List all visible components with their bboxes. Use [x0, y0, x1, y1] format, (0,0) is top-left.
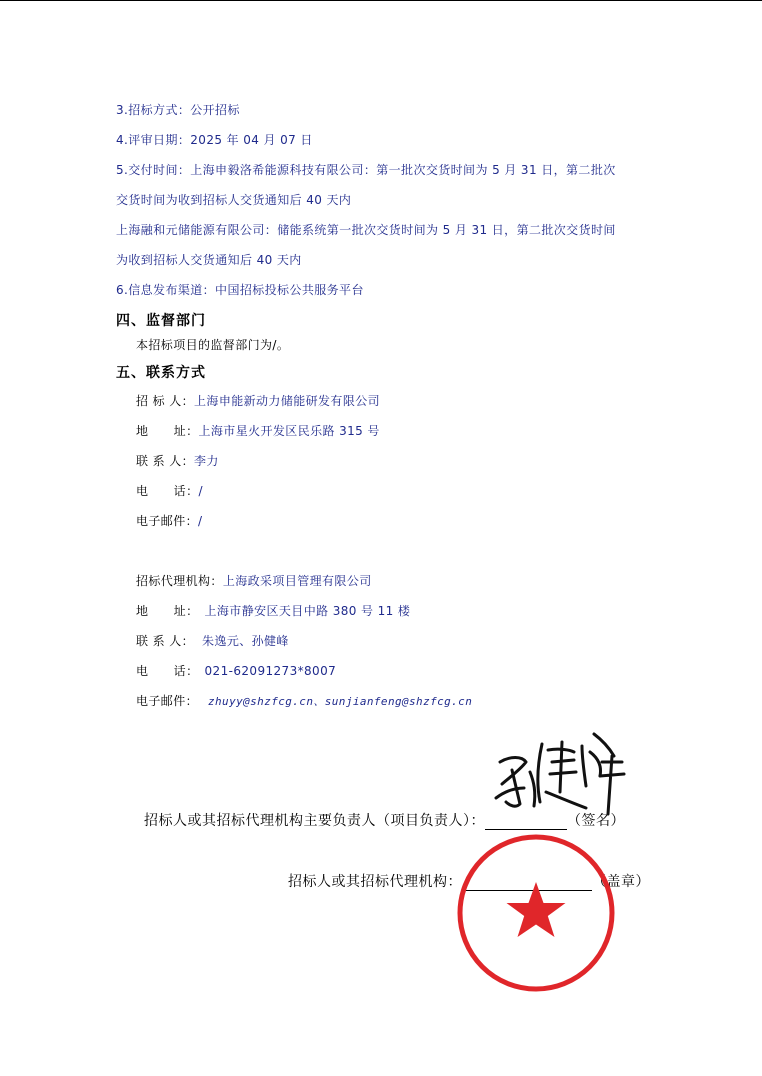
signature-stroke [594, 734, 624, 814]
signature-stroke [530, 772, 535, 806]
tenderer-person-label: 联 系 人： [136, 454, 195, 468]
tenderer-name-label: 招 标 人： [136, 394, 195, 408]
tenderer-person-row [136, 452, 219, 469]
item-delivery-line-2: 交货时间为收到招标人交货通知后 40 天内 [116, 193, 352, 207]
supervision-text: 本招标项目的监督部门为/。 [136, 338, 290, 352]
item-delivery-line-4: 为收到招标人交货通知后 40 天内 [116, 253, 302, 267]
agency-email-row [136, 692, 472, 709]
company-seal [456, 833, 616, 993]
supervision-heading: 四、监督部门 [116, 313, 206, 329]
signature-stroke [582, 746, 601, 786]
principal-suffix: （签名） [567, 813, 625, 829]
tenderer-email-label: 电子邮件： [136, 514, 199, 528]
agency-phone: 021-62091273*8007 [204, 664, 337, 678]
agency-name-row [136, 572, 372, 589]
handwritten-signature [490, 722, 630, 822]
item-delivery-line-1: 5.交付时间：上海申毅洛希能源科技有限公司：第一批次交货时间为 5 月 31 日，第二批次 [116, 163, 616, 177]
agency-seal-suffix: （盖章） [592, 874, 650, 890]
tenderer-phone: / [198, 484, 203, 498]
tenderer-address: 上海市星火开发区民乐路 315 号 [198, 424, 380, 438]
signature-stroke [538, 744, 542, 802]
tenderer-name: 上海申能新动力储能研发有限公司 [194, 394, 381, 408]
tenderer-email[interactable]: / [198, 514, 203, 528]
seal-star-icon [507, 882, 566, 937]
item-tender-method: 3.招标方式：公开招标 [116, 103, 240, 117]
tenderer-email-row [136, 512, 202, 529]
tenderer-person: 李力 [194, 454, 219, 468]
tenderer-address-row [136, 422, 380, 439]
tenderer-phone-row [136, 482, 203, 499]
signature-stroke [546, 792, 586, 808]
agency-email-label: 电子邮件： [136, 694, 199, 708]
agency-phone-label: 电 话： [136, 664, 199, 678]
signature-stroke [548, 742, 576, 792]
item-info-channel: 6.信息发布渠道：中国招标投标公共服务平台 [116, 283, 364, 297]
item-review-date: 4.评审日期：2025 年 04 月 07 日 [116, 133, 313, 147]
agency-phone-row [136, 662, 336, 679]
agency-address: 上海市静安区天目中路 380 号 11 楼 [204, 604, 411, 618]
signature-stroke [496, 788, 524, 798]
agency-name: 上海政采项目管理有限公司 [222, 574, 372, 588]
agency-person-label: 联 系 人： [136, 634, 195, 648]
agency-address-row [136, 602, 410, 619]
agency-person-row [136, 632, 289, 649]
principal-label: 招标人或其招标代理机构主要负责人（项目负责人）： [144, 813, 485, 829]
agency-email[interactable]: zhuyy@shzfcg.cn、sunjianfeng@shzfcg.cn [208, 695, 473, 708]
page-top-border [0, 0, 762, 1]
agency-person: 朱逸元、孙健峰 [202, 634, 289, 648]
tenderer-name-row [136, 392, 380, 409]
agency-seal-label: 招标人或其招标代理机构： [288, 874, 462, 890]
agency-name-label: 招标代理机构： [136, 574, 223, 588]
tenderer-address-label: 地 址： [136, 424, 199, 438]
contact-heading: 五、联系方式 [116, 365, 206, 381]
item-delivery-line-3: 上海融和元储能源有限公司：储能系统第一批次交货时间为 5 月 31 日，第二批次交货时间 [116, 223, 616, 237]
agency-address-label: 地 址： [136, 604, 199, 618]
tenderer-phone-label: 电 话： [136, 484, 199, 498]
